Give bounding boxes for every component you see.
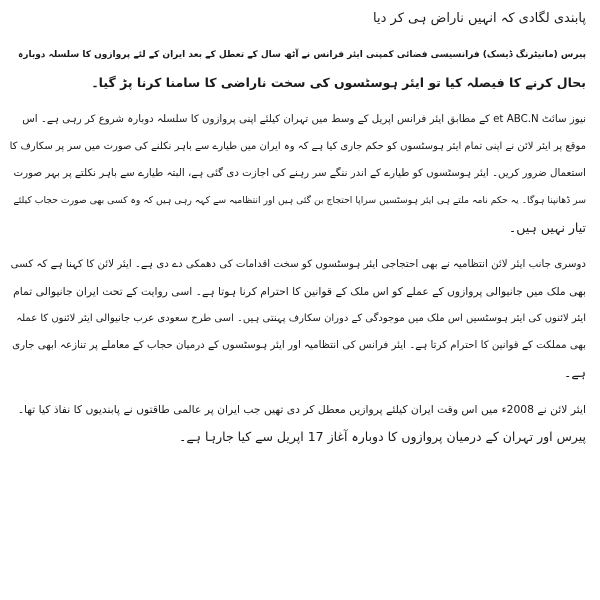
article-paragraph-2 (10, 106, 586, 241)
paragraph-line: ایئر لائن نے 2008ء میں اس وقت ایران کیلئے پروازیں معطل کر دی تھیں جب ایران پر عالمی طاقتوں نے پابندیوں کا نفاذ کیا تھا۔ (17, 403, 586, 416)
paragraph-line: نیوز سائٹ et ABC.N کے مطابق ایئر فرانس اپریل کے وسط میں تہران کیلئے اپنی پروازوں کا سلسلہ دوبارہ شروع کر رہی ہے۔ اس (22, 113, 586, 125)
article-paragraph-3 (10, 251, 586, 386)
paragraph-line: دوسری جانب ایئر لائن انتظامیہ نے بھی احتجاجی ایئر ہوسٹسوں کو سخت اقدامات کی دھمکی دے دی ہے۔ ایئر لائن کا کہنا ہے کہ کسی (10, 258, 586, 270)
paragraph-line: سر ڈھانپنا ہوگا۔ یہ حکم نامہ ملتے ہی ایئر ہوسٹسیں سراپا احتجاج بن گئی ہیں اور انتظامیہ سے کہہ رہی ہیں کہ وہ کسی بھی صورت حجاب کیلئے (13, 195, 586, 206)
paragraph-line: پیرس اور تہران کے درمیان پروازوں کا دوبارہ آغاز 17 اپریل سے کیا جارہا ہے۔ (179, 429, 586, 444)
paragraph-line: بھی مملکت کے قوانین کا احترام کرتا ہے۔ ایئر فرانس کی انتظامیہ اور ایئر ہوسٹسوں کے درمیان حجاب کے معاملے پر تنازعہ ابھی جاری (12, 339, 586, 351)
paragraph-line: موقع پر ایئر لائن نے اپنی تمام ایئر ہوسٹسوں کو حکم جاری کیا ہے کہ وہ ایران میں طیارے سے باہر نکلنے کی صورت میں سر پر سکارف کا (9, 141, 586, 152)
paragraph-line: ایئر لائنوں کی ایئر ہوسٹسیں اس ملک میں موجودگی کے دوران سکارف پہنتی ہیں۔ اسی طرح سعودی عرب جانیوالی ایئر لائنوں کا عملہ (16, 313, 586, 324)
paragraph-line: تیار نہیں ہیں۔ (508, 220, 586, 235)
article-headline: پابندی لگادی کہ انہیں ناراض ہی کر دیا (373, 11, 586, 26)
article-paragraph-1 (10, 42, 586, 96)
paragraph-line: بحال کرنے کا فیصلہ کیا تو ایئر ہوسٹسوں کی سخت ناراضی کا سامنا کرنا پڑ گیا۔ (91, 75, 586, 90)
paragraph-line: پیرس (مانیٹرنگ ڈیسک) فرانسیسی فضائی کمپنی ایئر فرانس نے آٹھ سال کے تعطل کے بعد ایران کے لئے پروازوں کا سلسلہ دوبارہ (18, 50, 586, 60)
paragraph-line: ہے۔ (564, 365, 586, 380)
paragraph-line: استعمال ضرور کریں۔ ایئر ہوسٹسوں کو طیارے کے اندر ننگے سر رہنے کی اجازت دی گئی ہے، البتہ طیارے سے باہر نکلتے پر بہر صورت (13, 167, 586, 179)
article-paragraph-4 (10, 396, 586, 450)
paragraph-line: بھی ملک میں جانیوالی پروازوں کے عملے کو اس ملک کے قوانین کا احترام کرنا ہوتا ہے۔ اسی روایت کے تحت ایران جانیوالی تمام (13, 285, 586, 298)
